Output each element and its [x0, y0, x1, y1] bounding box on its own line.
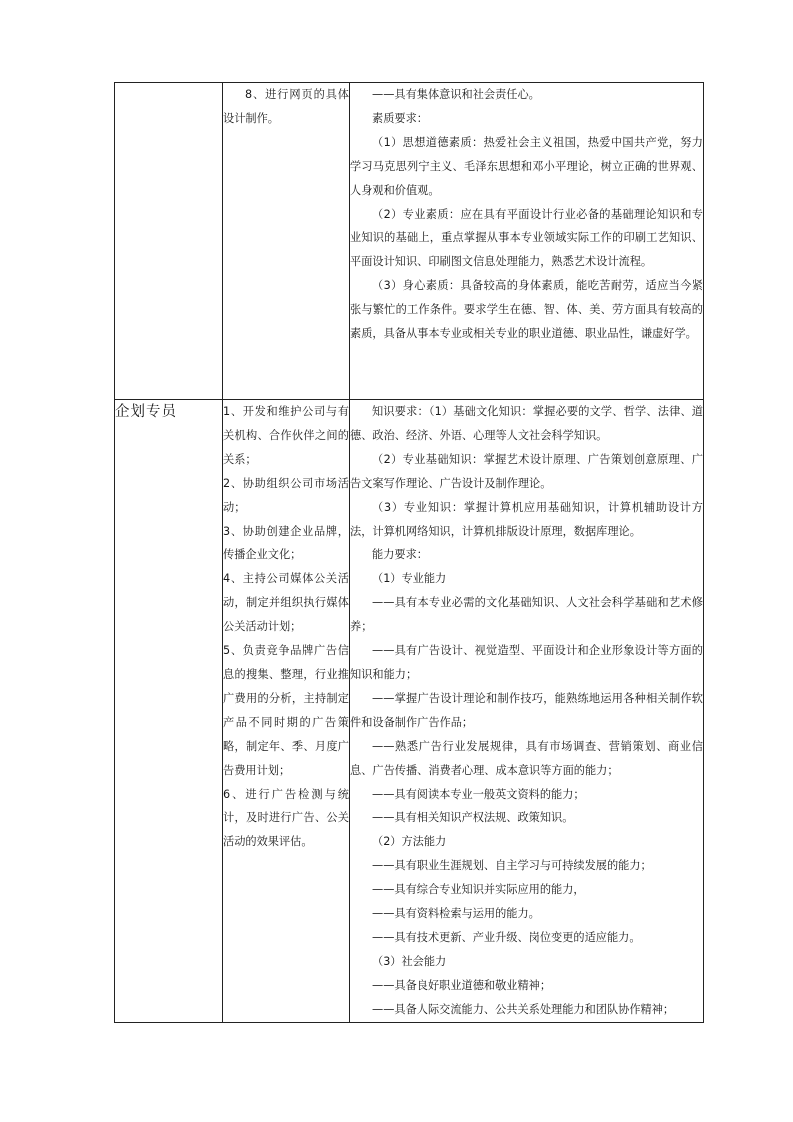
requirement-item: ——掌握广告设计理论和制作技巧，能熟练地运用各种相关制作软件和设备制作广告作品； [350, 691, 703, 729]
requirement-item: ——熟悉广告行业发展规律，具有市场调查、营销策划、商业信息、广告传播、消费者心理、成本意识等方面的能力； [350, 739, 703, 777]
requirement-item: ——具备良好职业道德和敬业精神； [372, 978, 552, 992]
requirement-item: 知识要求：（1）基础文化知识：掌握必要的文学、哲学、法律、道德、政治、经济、外语、心理等人文社会科学知识。 [350, 405, 703, 442]
requirement-item: （3）专业知识：掌握计算机应用基础知识，计算机辅助设计方法，计算机网络知识，计算机排版设计原理，数据库理论。 [350, 500, 703, 538]
duty-item: 8、进行网页的具体设计制作。 [223, 88, 349, 125]
duty-item: 2、协助组织公司市场活动； [223, 476, 349, 514]
requirement-item: （1）专业能力 [372, 572, 447, 586]
requirement-item: （3）社会能力 [372, 954, 447, 968]
requirement-item: （2）专业素质：应在具有平面设计行业必备的基础理论知识和专业知识的基础上，重点掌握从事本专业领域实际工作的印刷工艺知识、平面设计知识、印刷图文信息处理能力，熟悉艺术设计流程。 [350, 207, 703, 269]
requirement-item: 能力要求： [372, 548, 428, 562]
requirement-item: （1）思想道德素质：热爱社会主义祖国，热爱中国共产党，努力学习马克思列宁主义、毛泽东思想和邓小平理论，树立正确的世界观、人身观和价值观。 [350, 135, 703, 197]
requirement-item: ——具有资料检索与运用的能力。 [372, 907, 540, 921]
table-row [115, 400, 704, 1023]
duty-item: 6、进行广告检测与统计，及时进行广告、公关活动的效果评估。 [223, 787, 349, 849]
requirement-item: （2）方法能力 [372, 835, 447, 849]
requirement-item: ——具有广告设计、视觉造型、平面设计和企业形象设计等方面的知识和能力； [350, 644, 703, 681]
requirement-item: ——具有本专业必需的文化基础知识、人文社会科学基础和艺术修养； [350, 596, 703, 634]
duty-item: 4、主持公司媒体公关活动，制定并组织执行媒体公关活动计划； [223, 572, 349, 634]
requirement-item: ——具备人际交流能力、公共关系处理能力和团队协作精神； [372, 1002, 675, 1016]
job-duties-cell [223, 400, 350, 1023]
job-requirements-table [114, 82, 704, 1023]
requirement-item: （3）身心素质：具备较高的身体素质，能吃苦耐劳，适应当今紧张与繁忙的工作条件。要求学生在德、智、体、美、劳方面具有较高的素质，具备从事本专业或相关专业的职业道德、职业品性，谦虚好学。 [350, 279, 703, 341]
job-requirements-cell [350, 83, 704, 400]
requirement-item: ——具有综合专业知识并实际应用的能力， [372, 883, 585, 897]
job-title-cell: 企划专员 [115, 400, 223, 1023]
duty-item: 1、开发和维护公司与有关机构、合作伙伴之间的关系； [223, 405, 349, 466]
requirement-item: ——具有集体意识和社会责任心。 [372, 88, 540, 101]
requirement-item: （2）专业基础知识：掌握艺术设计原理、广告策划创意原理、广告文案写作理论、广告设计及制作理论。 [350, 452, 703, 490]
duty-item: 5、负责竞争品牌广告信息的搜集、整理，行业推广费用的分析，主持制定产品不同时期的广告策略，制定年、季、月度广告费用计划； [223, 644, 349, 777]
requirement-item: ——具有职业生涯规划、自主学习与可持续发展的能力； [372, 859, 652, 873]
table-row [115, 83, 704, 400]
duty-item: 3、协助创建企业品牌，传播企业文化； [223, 524, 349, 562]
job-title-cell [115, 83, 223, 400]
job-duties-cell [223, 83, 350, 400]
requirement-item: 素质要求： [372, 111, 428, 125]
requirement-item: ——具有技术更新、产业升级、岗位变更的适应能力。 [372, 930, 641, 944]
requirement-item: ——具有阅读本专业一般英文资料的能力； [372, 787, 585, 801]
job-requirements-cell [350, 400, 704, 1023]
requirement-item: ——具有相关知识产权法规、政策知识。 [372, 811, 574, 825]
